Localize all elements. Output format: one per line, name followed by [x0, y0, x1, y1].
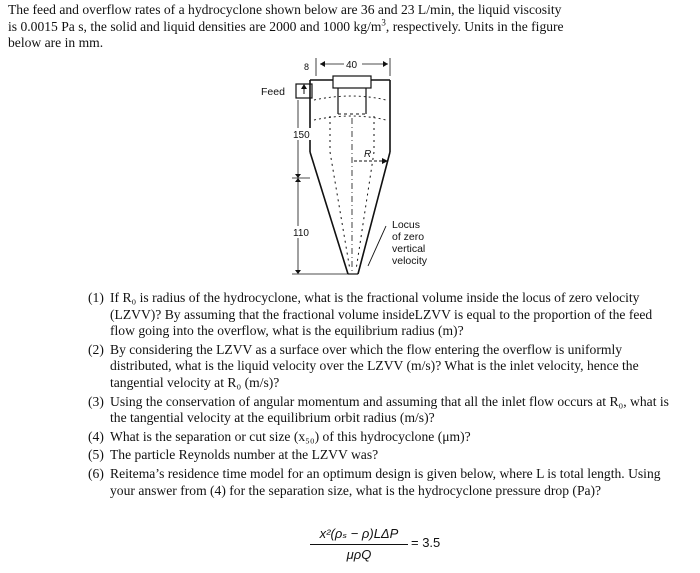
- dim-top-width: 40: [346, 60, 358, 71]
- question-text: Reitema’s residence time model for an optimum design is given below, where L is total length. Using your answer from (4) for the separation size, what is the hydrocyclone pressure drop (Pa)?: [110, 465, 661, 498]
- intro-line-2-a: is 0.0015 Pa s, the solid and liquid densities are 2000 and 1000 kg/m: [8, 18, 382, 34]
- formula-fraction-bar: [310, 544, 408, 545]
- formula-denominator: μρQ: [346, 547, 372, 562]
- dim-cone-height: 110: [293, 228, 309, 239]
- question-number: (6): [88, 465, 104, 481]
- swirl-arc-2: [314, 116, 386, 120]
- question-item: [88, 466, 678, 499]
- intro-line-3: below are in mm.: [8, 35, 104, 50]
- intro-line-2: [8, 16, 688, 36]
- overflow-pipe-top: [333, 76, 371, 88]
- dim-110-arrow-bottom: [295, 270, 301, 274]
- dim-40-arrow-right: [383, 61, 388, 67]
- question-item: [88, 447, 678, 464]
- question-number: (4): [88, 428, 104, 444]
- locus-label-2: of zero: [392, 231, 425, 243]
- cone-left-wall: [310, 152, 348, 274]
- dim-top-small: 8: [304, 62, 310, 72]
- question-item: [88, 394, 678, 427]
- feed-label: Feed: [261, 86, 285, 98]
- locus-label-4: velocity: [392, 255, 428, 267]
- question-item: [88, 342, 678, 392]
- formula-fraction: [310, 525, 408, 564]
- question-list: [88, 290, 678, 501]
- lzvv-left-cone: [330, 152, 350, 270]
- lzvv-right-cone: [356, 152, 374, 270]
- radius-label: R: [364, 149, 372, 160]
- question-item: [88, 429, 678, 446]
- problem-intro: [8, 2, 688, 52]
- question-text: What is the separation or cut size (x₅₀) of this hydrocyclone (μm)?: [110, 428, 471, 444]
- dim-cyl-height: 150: [293, 130, 310, 141]
- question-text: If R₀ is radius of the hydrocyclone, what is the fractional volume inside the locus of zero velocity (LZVV)? By assuming that the fractional volume insideLZVV is equal to the proportion of the feed flow going into the overflow, what is the equilibrium radius (m)?: [110, 290, 653, 339]
- question-number: (2): [88, 341, 104, 357]
- locus-pointer: [368, 226, 386, 266]
- hydrocyclone-diagram: [258, 56, 448, 286]
- feed-arrow-head: [301, 84, 307, 89]
- locus-label-1: Locus: [392, 219, 421, 231]
- question-number: (1): [88, 290, 104, 305]
- dim-110-arrow-top: [295, 178, 301, 182]
- intro-line-1: The feed and overflow rates of a hydrocyclone shown below are 36 and 23 L/min, the liquid viscosity: [8, 2, 562, 17]
- dim-40-arrow-left: [320, 61, 325, 67]
- intro-line-2-b: , respectively. Units in the figure: [385, 18, 564, 34]
- formula-numerator: x²(ρₛ − ρ)LΔP: [319, 526, 399, 541]
- question-text: Using the conservation of angular momentum and assuming that all the inlet flow occurs at R₀, what is the tangential velocity at the equilibrium orbit radius (m/s)?: [110, 393, 669, 426]
- swirl-arc-1: [314, 96, 386, 100]
- intro-line-2-sup: 3: [381, 16, 386, 27]
- question-number: (3): [88, 393, 104, 409]
- cone-right-wall: [358, 152, 390, 274]
- formula-rhs: = 3.5: [411, 535, 441, 550]
- question-number: (5): [88, 447, 104, 463]
- hydrocyclone-svg: [258, 56, 448, 286]
- locus-label-3: vertical: [392, 243, 426, 255]
- question-text: The particle Reynolds number at the LZVV was?: [110, 447, 379, 463]
- question-item: [88, 290, 678, 340]
- question-text: By considering the LZVV as a surface over which the flow entering the overflow is uniformly distributed, what is the liquid velocity over the LZVV (m/s)? What is the inlet velocity, hence the tangential velocity at R₀ (m/s)?: [110, 341, 639, 390]
- rietema-formula: [310, 525, 460, 569]
- dim-150-arrow: [295, 174, 301, 178]
